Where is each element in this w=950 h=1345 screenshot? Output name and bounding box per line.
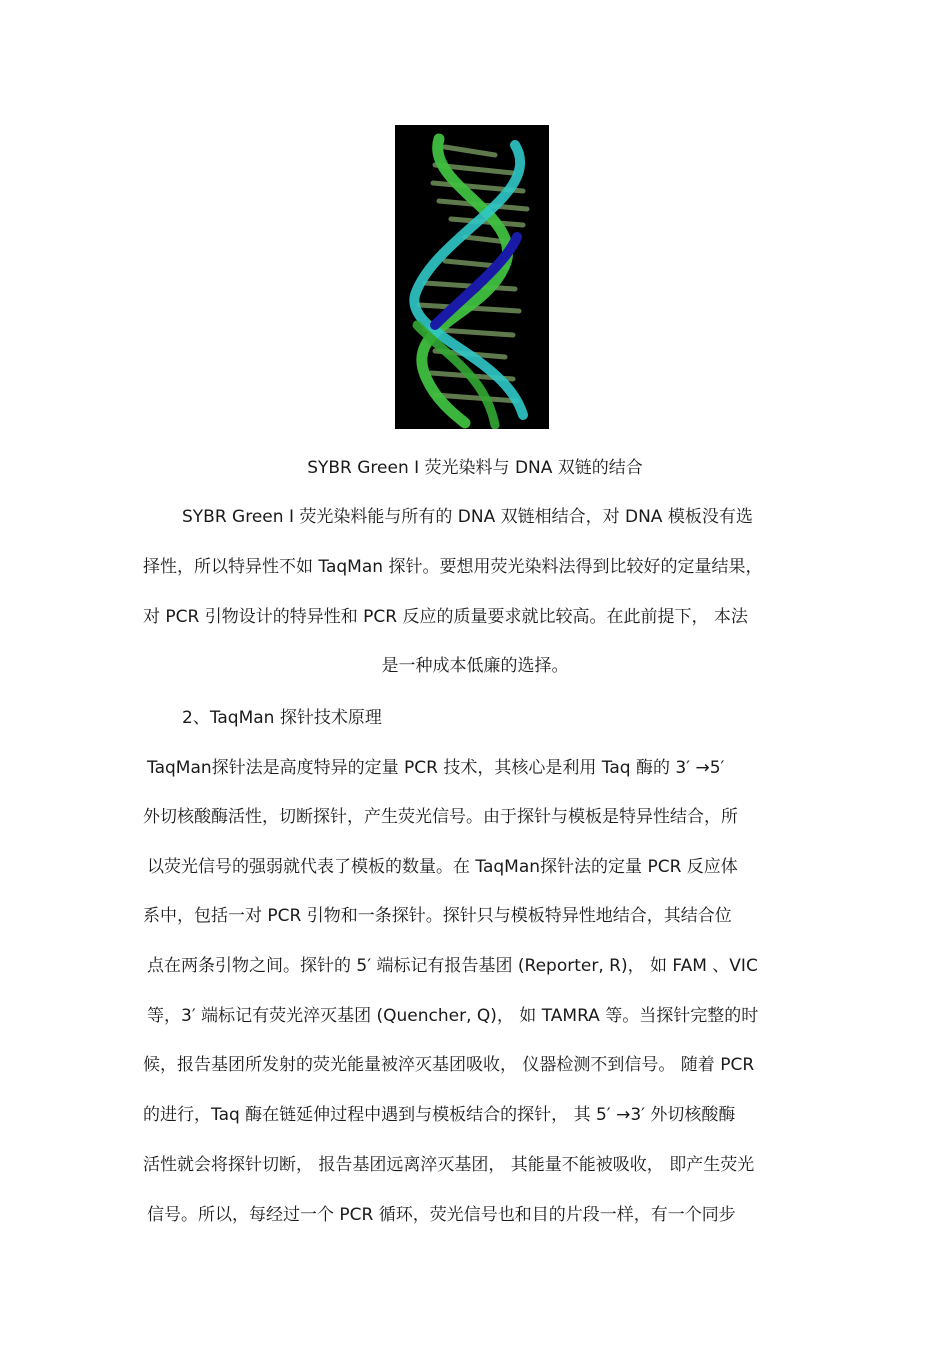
paragraph-2-line-9: 活性就会将探针切断， 报告基团远离淬灭基团， 其能量不能被吸收， 即产生荧光 [143,1155,755,1175]
dna-sybr-figure [395,125,549,429]
paragraph-1-line-4: 是一种成本低廉的选择。 [381,656,569,676]
paragraph-2-line-5: 点在两条引物之间。探针的 5′ 端标记有报告基团 (Reporter, R)， 如 FAM 、VIC [147,956,758,976]
paragraph-1-line-3: 对 PCR 引物设计的特异性和 PCR 反应的质量要求就比较高。在此前提下， 本法 [143,607,748,627]
paragraph-2-line-6: 等，3′ 端标记有荧光淬灭基团 (Quencher, Q)， 如 TAMRA 等。当探针完整的时 [147,1006,759,1026]
paragraph-2-line-3: 以荧光信号的强弱就代表了模板的数量。在 TaqMan探针法的定量 PCR 反应体 [147,857,738,877]
paragraph-2-line-8: 的进行，Taq 酶在链延伸过程中遇到与模板结合的探针， 其 5′ →3′ 外切核酸酶 [143,1105,736,1125]
paragraph-2-line-2: 外切核酸酶活性，切断探针，产生荧光信号。由于探针与模板是特异性结合，所 [143,807,738,827]
paragraph-2-line-10: 信号。所以，每经过一个 PCR 循环，荧光信号也和目的片段一样，有一个同步 [147,1205,736,1225]
paragraph-2-line-4: 系中，包括一对 PCR 引物和一条探针。探针只与模板特异性地结合，其结合位 [143,906,732,926]
figure-caption: SYBR Green I 荧光染料与 DNA 双链的结合 [307,458,643,478]
section-heading: 2、TaqMan 探针技术原理 [182,708,382,728]
dna-double-helix-image [395,125,549,429]
paragraph-2-line-1: TaqMan探针法是高度特异的定量 PCR 技术，其核心是利用 Taq 酶的 3′ →5′ [147,758,725,778]
paragraph-2-line-7: 候，报告基团所发射的荧光能量被淬灭基团吸收， 仪器检测不到信号。 随着 PCR [143,1055,755,1075]
paragraph-1-line-2: 择性，所以特异性不如 TaqMan 探针。要想用荧光染料法得到比较好的定量结果， [143,557,763,577]
paragraph-1-line-1: SYBR Green I 荧光染料能与所有的 DNA 双链相结合，对 DNA 模板没有选 [182,507,753,527]
